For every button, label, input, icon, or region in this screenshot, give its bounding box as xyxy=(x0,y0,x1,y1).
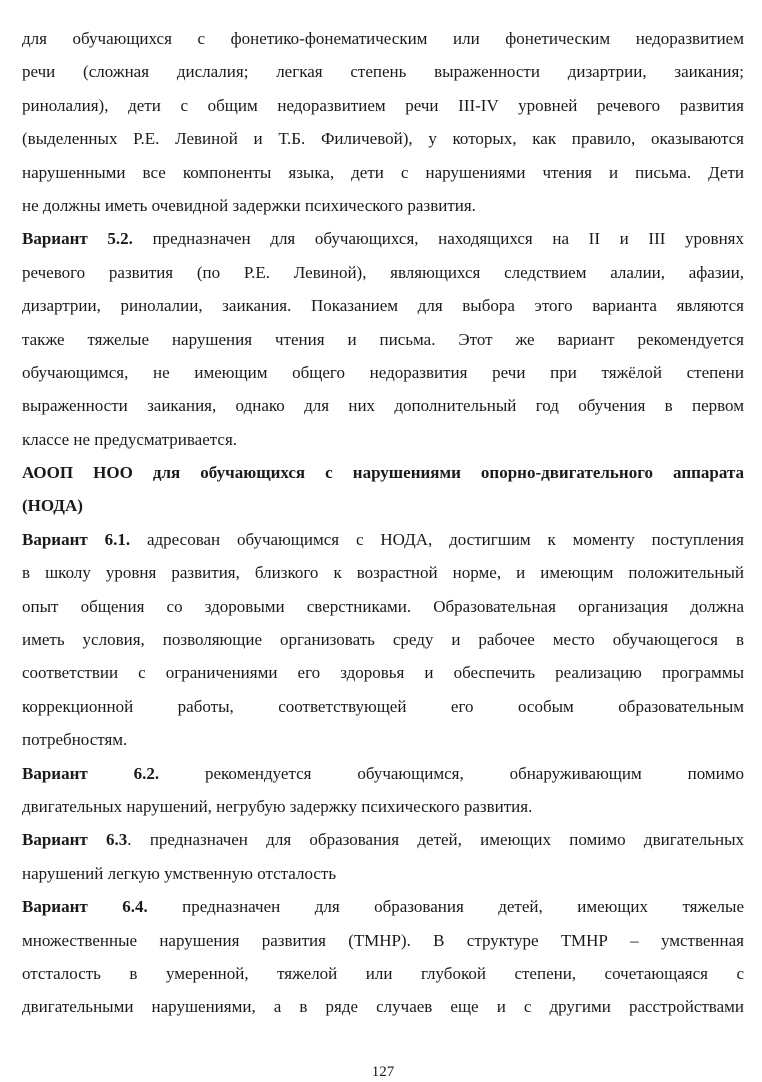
text-line: речи (сложная дислалия; легкая степень выраженности дизартрии, заикания; xyxy=(22,62,744,82)
paragraph-intro xyxy=(22,22,744,222)
document-page xyxy=(22,22,744,1080)
text-line: опыт общения со здоровыми сверстниками. Образовательная организация должна xyxy=(22,596,744,616)
text-fragment: адресован обучающимся с НОДА, достигшим к моменту поступления xyxy=(130,529,744,549)
text-line: речевого развития (по Р.Е. Левиной), являющихся следствием алалии, афазии, xyxy=(22,262,744,282)
page-number: 127 xyxy=(371,1064,395,1080)
text-line: также тяжелые нарушения чтения и письма. Этот же вариант рекомендуется xyxy=(22,329,744,349)
heading-line: АООП НОО для обучающихся с нарушениями опорно-двигательного аппарата xyxy=(22,463,744,483)
text-fragment: . предназначен для образования детей, имеющих помимо двигательных xyxy=(127,830,744,850)
paragraph-variant-6-4 xyxy=(22,890,744,1024)
text-line: потребностям. xyxy=(22,730,128,750)
variant-label: Вариант 6.2. xyxy=(22,763,160,783)
text-line: ринолалия), дети с общим недоразвитием речи III-IV уровней речевого развития xyxy=(22,95,744,115)
text-line: (выделенных Р.Е. Левиной и Т.Б. Филичевой), у которых, как правило, оказываются xyxy=(22,129,744,149)
paragraph-variant-6-2 xyxy=(22,757,744,824)
heading-line: (НОДА) xyxy=(22,496,83,516)
text-line: обучающимся, не имеющим общего недоразвития речи при тяжёлой степени xyxy=(22,362,744,382)
variant-label: Вариант 6.4. xyxy=(22,897,148,917)
text-line: нарушений легкую умственную отсталость xyxy=(22,863,337,883)
text-fragment: рекомендуется обучающимся, обнаруживающим помимо xyxy=(159,763,744,783)
text-line: дизартрии, ринолалии, заикания. Показанием для выбора этого варианта являются xyxy=(22,296,744,316)
text-line: для обучающихся с фонетико-фонематическим или фонетическим недоразвитием xyxy=(22,29,744,48)
text-line xyxy=(22,757,744,790)
text-line: соответствии с ограничениями его здоровья и обеспечить реализацию программы xyxy=(22,663,744,683)
variant-label: Вариант 6.3 xyxy=(22,830,128,850)
text-line: классе не предусматривается. xyxy=(22,429,238,449)
text-fragment: предназначен для обучающихся, находящихся на II и III уровнях xyxy=(132,229,744,249)
text-line xyxy=(22,823,744,856)
text-line xyxy=(22,222,744,255)
text-line: не должны иметь очевидной задержки психического развития. xyxy=(22,195,476,215)
text-line: иметь условия, позволяющие организовать среду и рабочее место обучающегося в xyxy=(22,630,744,650)
text-line: двигательными нарушениями, а в ряде случаев еще и с другими расстройствами xyxy=(22,997,744,1017)
text-fragment: предназначен для образования детей, имеющих тяжелые xyxy=(147,897,744,917)
variant-label: Вариант 5.2. xyxy=(22,229,133,249)
section-heading xyxy=(22,456,744,523)
paragraph-variant-6-1 xyxy=(22,523,744,757)
text-line: множественные нарушения развития (ТМНР). В структуре ТМНР – умственная xyxy=(22,930,744,950)
text-line xyxy=(22,523,744,556)
variant-label: Вариант 6.1. xyxy=(22,529,131,549)
paragraph-variant-5-2 xyxy=(22,222,744,456)
paragraph-variant-6-3 xyxy=(22,823,744,890)
text-line: двигательных нарушений, негрубую задержку психического развития. xyxy=(22,796,533,816)
text-line xyxy=(22,890,744,923)
text-line: коррекционной работы, соответствующей его особым образовательным xyxy=(22,696,744,716)
text-line: выраженности заикания, однако для них дополнительный год обучения в первом xyxy=(22,396,744,416)
text-line: нарушенными все компоненты языка, дети с нарушениями чтения и письма. Дети xyxy=(22,162,744,182)
text-line: отсталость в умеренной, тяжелой или глубокой степени, сочетающаяся с xyxy=(22,963,744,983)
text-line: в школу уровня развития, близкого к возрастной норме, и имеющим положительный xyxy=(22,563,744,583)
